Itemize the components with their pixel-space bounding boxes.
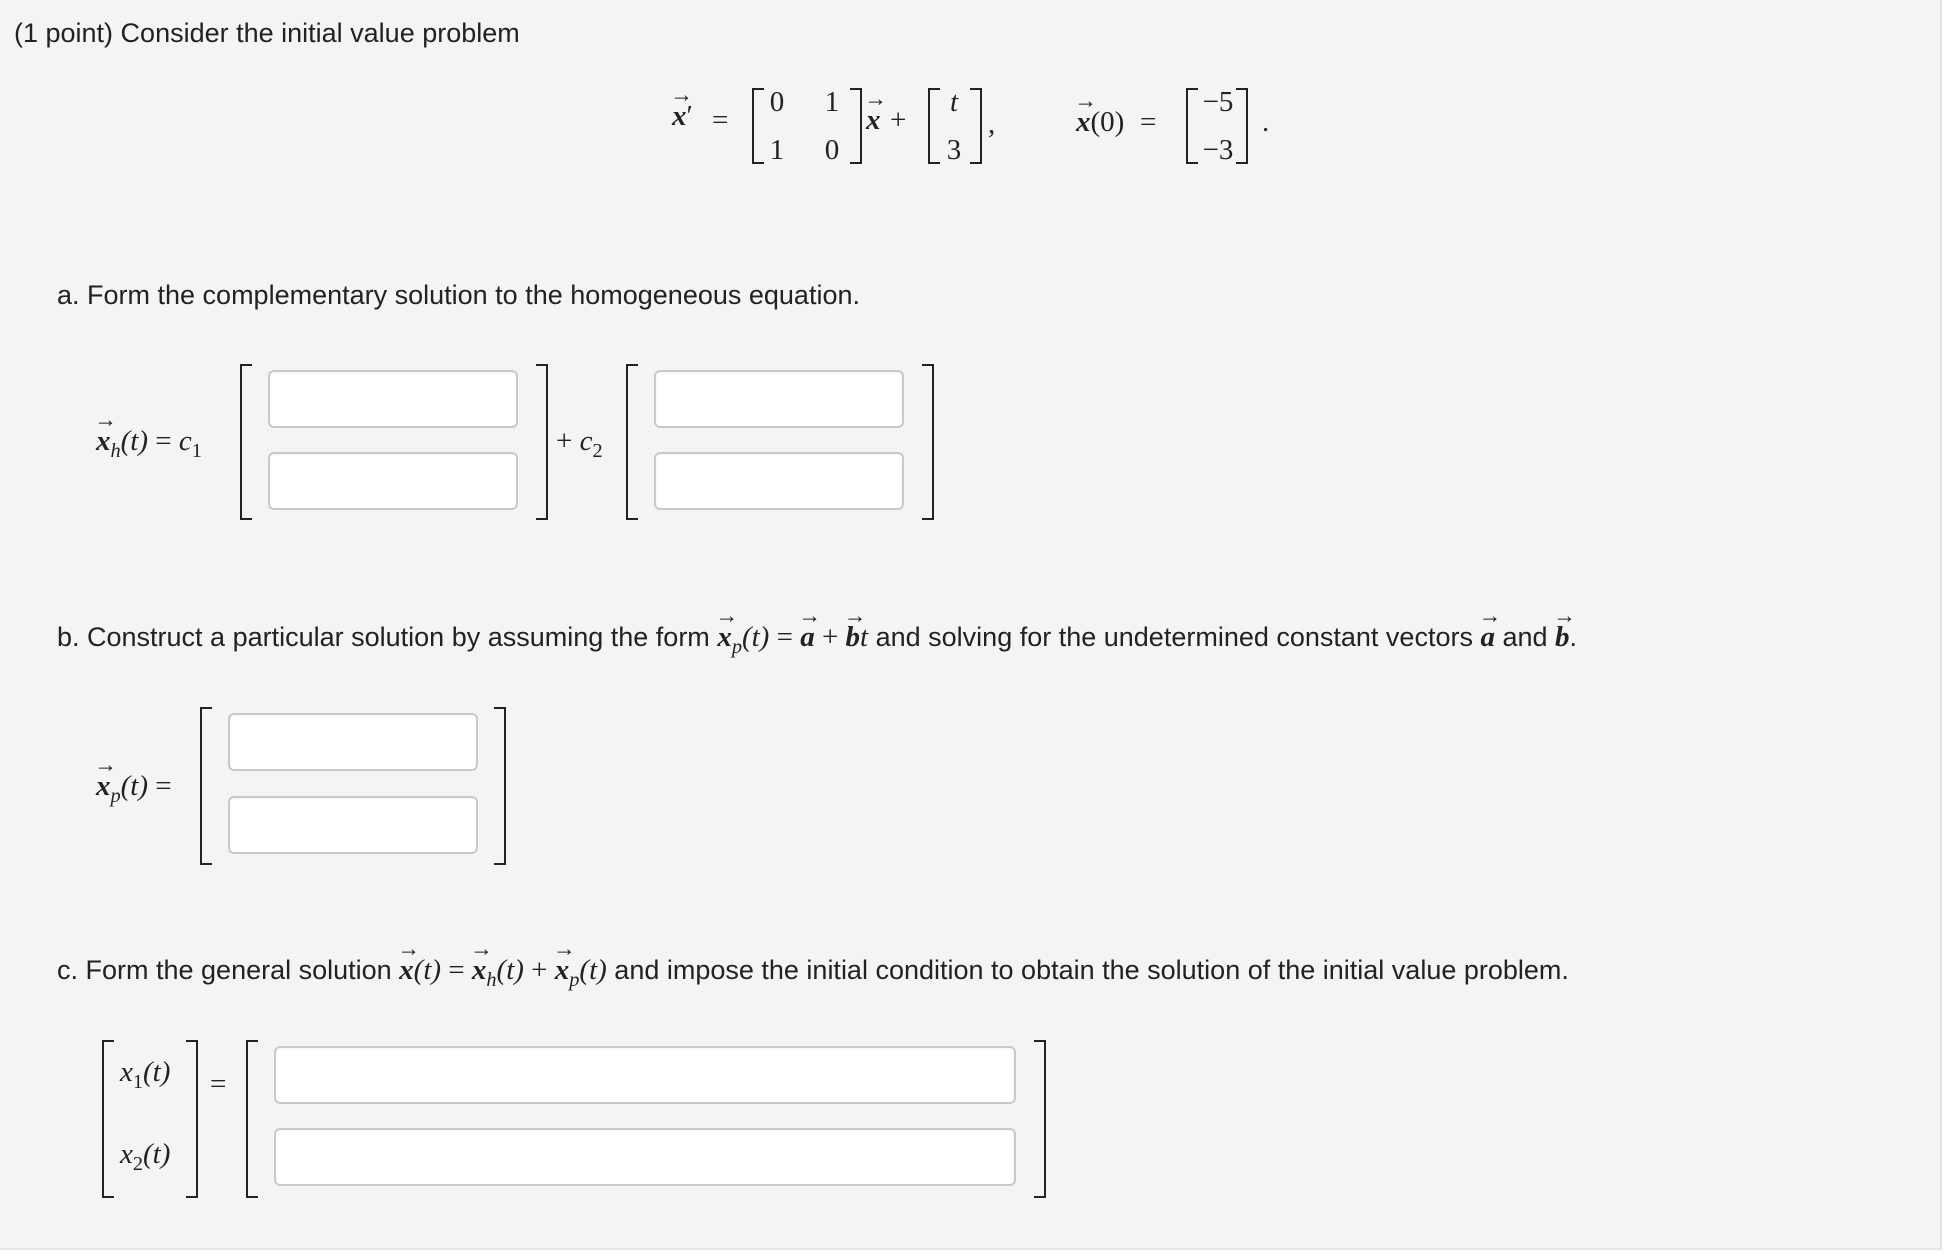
init-value-1: −5: [1202, 86, 1234, 118]
prime-mark: ′: [686, 100, 693, 132]
matrix-a22: 0: [824, 134, 840, 166]
part-a-vec2-bottom-input[interactable]: [654, 452, 904, 510]
a-vector-symbol: → a: [1480, 621, 1495, 654]
matrix-a11: 0: [769, 86, 785, 118]
part-c-general-solution: → x(t) = → $x_h(t)$ + → $x_p(t)$: [399, 954, 607, 986]
equals-sign: =: [712, 104, 729, 136]
part-c-x1-input[interactable]: [274, 1046, 1016, 1104]
matrix-right-bracket: [850, 88, 862, 164]
part-c-rhs-right-bracket: [1034, 1040, 1046, 1198]
part-c-lhs-right-bracket: [186, 1040, 198, 1198]
init-equals: =: [1140, 106, 1157, 138]
part-b-left-bracket: [200, 707, 212, 865]
x-vector-symbol: → x: [555, 954, 570, 987]
x-vector-symbol: → x: [399, 954, 414, 987]
problem-header: (1 point) Consider the initial value problem: [14, 18, 520, 48]
part-a-vec1-bottom-input[interactable]: [268, 452, 518, 510]
x-vector-symbol: → x: [472, 954, 487, 987]
x1-label: $x_1(t)$: [120, 1056, 171, 1094]
b-vector-symbol: → b: [846, 621, 861, 654]
part-c-rhs-left-bracket: [246, 1040, 258, 1198]
period: .: [1262, 106, 1270, 138]
part-a-vec1-right-bracket: [536, 364, 548, 520]
part-c-prompt: c. Form the general solution → x(t) = → $x_h(t)$ + → $x_p(t)$ and impose the initial condition to obtain the solution of the initial value problem.: [57, 954, 1569, 992]
part-b-top-input[interactable]: [228, 713, 478, 771]
part-a-vec2-right-bracket: [922, 364, 934, 520]
part-a-vec1-top-input[interactable]: [268, 370, 518, 428]
x2-label: $x_2(t)$: [120, 1138, 171, 1176]
init-left-bracket: [1186, 88, 1198, 164]
part-a-vec2-top-input[interactable]: [654, 370, 904, 428]
part-c-lhs-left-bracket: [102, 1040, 114, 1198]
forcing-right-bracket: [970, 88, 982, 164]
x-vector-symbol: → x: [866, 104, 881, 137]
part-b-lhs: → $x_p(t)$ =: [96, 770, 172, 808]
x-vector-symbol: → x: [1076, 106, 1091, 139]
init-right-bracket: [1236, 88, 1248, 164]
b-vector-symbol: → b: [1555, 621, 1570, 654]
matrix-a12: 1: [824, 86, 840, 118]
forcing-3: 3: [946, 134, 962, 166]
forcing-t: t: [949, 86, 959, 118]
x-vector-symbol: → x: [96, 425, 111, 458]
part-b-right-bracket: [494, 707, 506, 865]
part-b-bottom-input[interactable]: [228, 796, 478, 854]
part-a-prompt: a. Form the complementary solution to the homogeneous equation.: [57, 280, 860, 310]
init-arg: (0): [1090, 106, 1125, 138]
a-vector-symbol: → a: [800, 621, 815, 654]
part-c-equals: =: [210, 1068, 227, 1100]
part-a-lhs: → $x_h(t) = c_1$: [96, 425, 202, 463]
part-a-vec1-left-bracket: [240, 364, 252, 520]
part-c-x2-input[interactable]: [274, 1128, 1016, 1186]
matrix-a21: 1: [769, 134, 785, 166]
plus-sign: +: [890, 104, 907, 136]
part-b-prompt: b. Construct a particular solution by assuming the form → $x_p(t)$ = → a + → bt and solving for the undetermined constant vectors → a and → b.: [57, 621, 1577, 659]
x-vector-symbol: → x: [717, 621, 732, 654]
init-value-2: −3: [1202, 134, 1234, 166]
part-a-c2-term: + $c_2$: [556, 425, 603, 463]
part-b-assumed-form: → $x_p(t)$ = → a + → bt: [717, 621, 868, 653]
part-a-vec2-left-bracket: [626, 364, 638, 520]
x-vector-symbol: → x: [672, 100, 687, 133]
comma: ,: [988, 108, 996, 140]
x-vector-symbol: → x: [96, 770, 111, 803]
